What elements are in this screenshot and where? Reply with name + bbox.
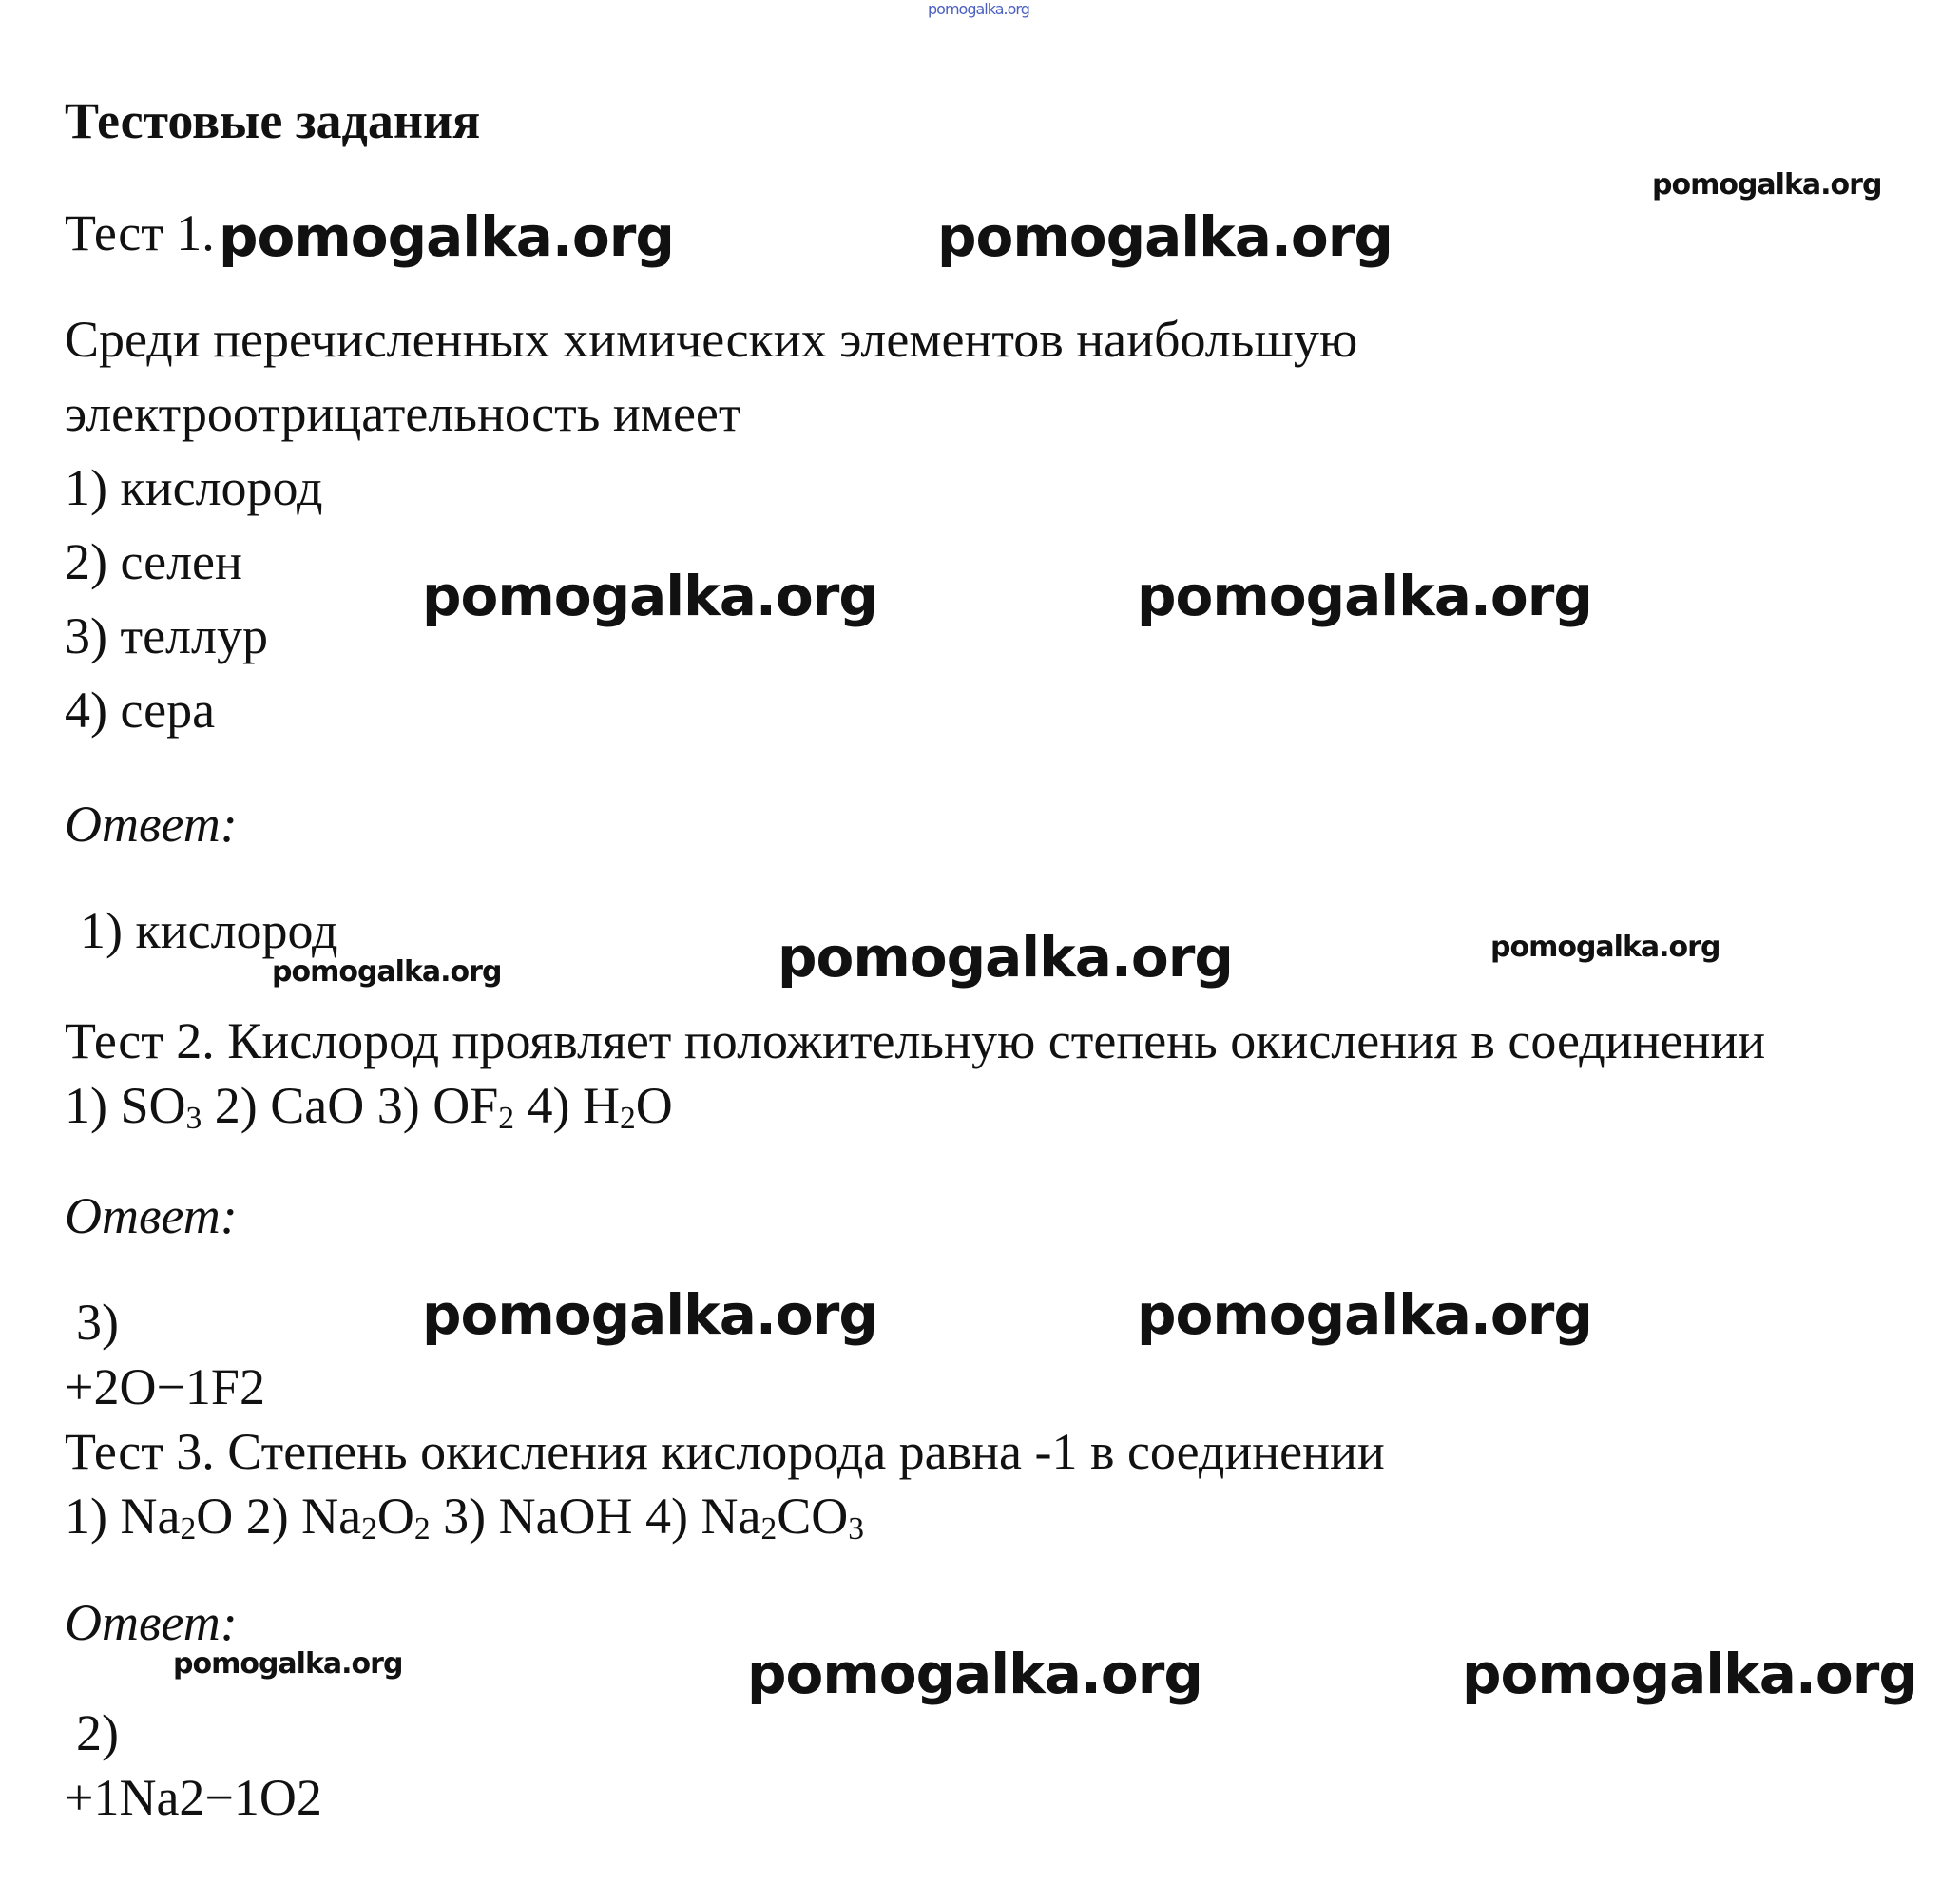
subscript: 2 [760, 1511, 778, 1547]
test3-option-part: 3) NaOH 4) Na [430, 1488, 761, 1545]
test3-answer-label: Ответ: [65, 1594, 238, 1651]
subscript: 3 [185, 1101, 202, 1137]
test1-title: Тест 1. [65, 204, 215, 261]
test3-option-part: 2) Na [233, 1488, 362, 1545]
watermark-text: pomogalka.org [778, 925, 1233, 990]
test2-option-part: 2) CaO 3) OF [202, 1077, 499, 1134]
test3-option-part: 1) Na [65, 1488, 181, 1545]
test3-option-part: O [376, 1488, 414, 1545]
test1-option-1: 1) кислород [65, 459, 323, 516]
watermark-text: pomogalka.org [747, 1642, 1202, 1706]
subscript: 3 [848, 1511, 864, 1547]
page-heading: Тестовые задания [65, 92, 481, 149]
subscript: 2 [619, 1101, 636, 1137]
subscript: 2 [180, 1511, 197, 1547]
watermark-text: pomogalka.org [1652, 168, 1882, 202]
watermark-text: pomogalka.org [422, 564, 877, 628]
test1-option-2: 2) селен [65, 533, 242, 590]
test3-option-part: CO [777, 1488, 849, 1545]
watermark-text: pomogalka.org [422, 1282, 877, 1347]
test1-question-line1: Среди перечисленных химических элементов наибольшую [65, 311, 1358, 368]
watermark-text: pomogalka.org [173, 1647, 403, 1681]
watermark-text: pomogalka.org [1490, 931, 1720, 964]
watermark-text: pomogalka.org [1462, 1642, 1917, 1706]
test2-question: Тест 2. Кислород проявляет положительную степень окисления в соединении [65, 1012, 1766, 1069]
subscript: 2 [413, 1511, 431, 1547]
test2-options [65, 1077, 673, 1137]
test3-answer: 2) [76, 1704, 119, 1761]
test1-question-line2: электроотрицательность имеет [65, 385, 741, 442]
watermark-text: pomogalka.org [937, 204, 1393, 269]
test1-option-4: 4) сера [65, 682, 216, 739]
test1-answer-label: Ответ: [65, 796, 238, 853]
test3-question: Тест 3. Степень окисления кислорода равна -1 в соединении [65, 1423, 1385, 1480]
watermark-text: pomogalka.org [1137, 564, 1592, 628]
header-watermark: pomogalka.org [928, 0, 1029, 18]
subscript: 2 [498, 1101, 514, 1137]
test2-answer: 3) [76, 1294, 119, 1351]
subscript: 2 [361, 1511, 377, 1547]
test3-options [65, 1488, 864, 1547]
test3-answer-formula: +1Na2−1O2 [65, 1769, 322, 1826]
watermark-text: pomogalka.org [219, 204, 674, 269]
test1-answer: 1) кислород [80, 902, 338, 959]
watermark-text: pomogalka.org [272, 955, 502, 989]
test2-answer-label: Ответ: [65, 1187, 238, 1244]
test3-option-part: O [196, 1488, 234, 1545]
test2-option-part: 4) H [513, 1077, 620, 1134]
watermark-text: pomogalka.org [1137, 1282, 1592, 1347]
test1-option-3: 3) теллур [65, 607, 268, 664]
test2-answer-formula: +2O−1F2 [65, 1358, 265, 1415]
test2-option-part: O [635, 1077, 673, 1134]
test2-option-part: 1) SO [65, 1077, 186, 1134]
